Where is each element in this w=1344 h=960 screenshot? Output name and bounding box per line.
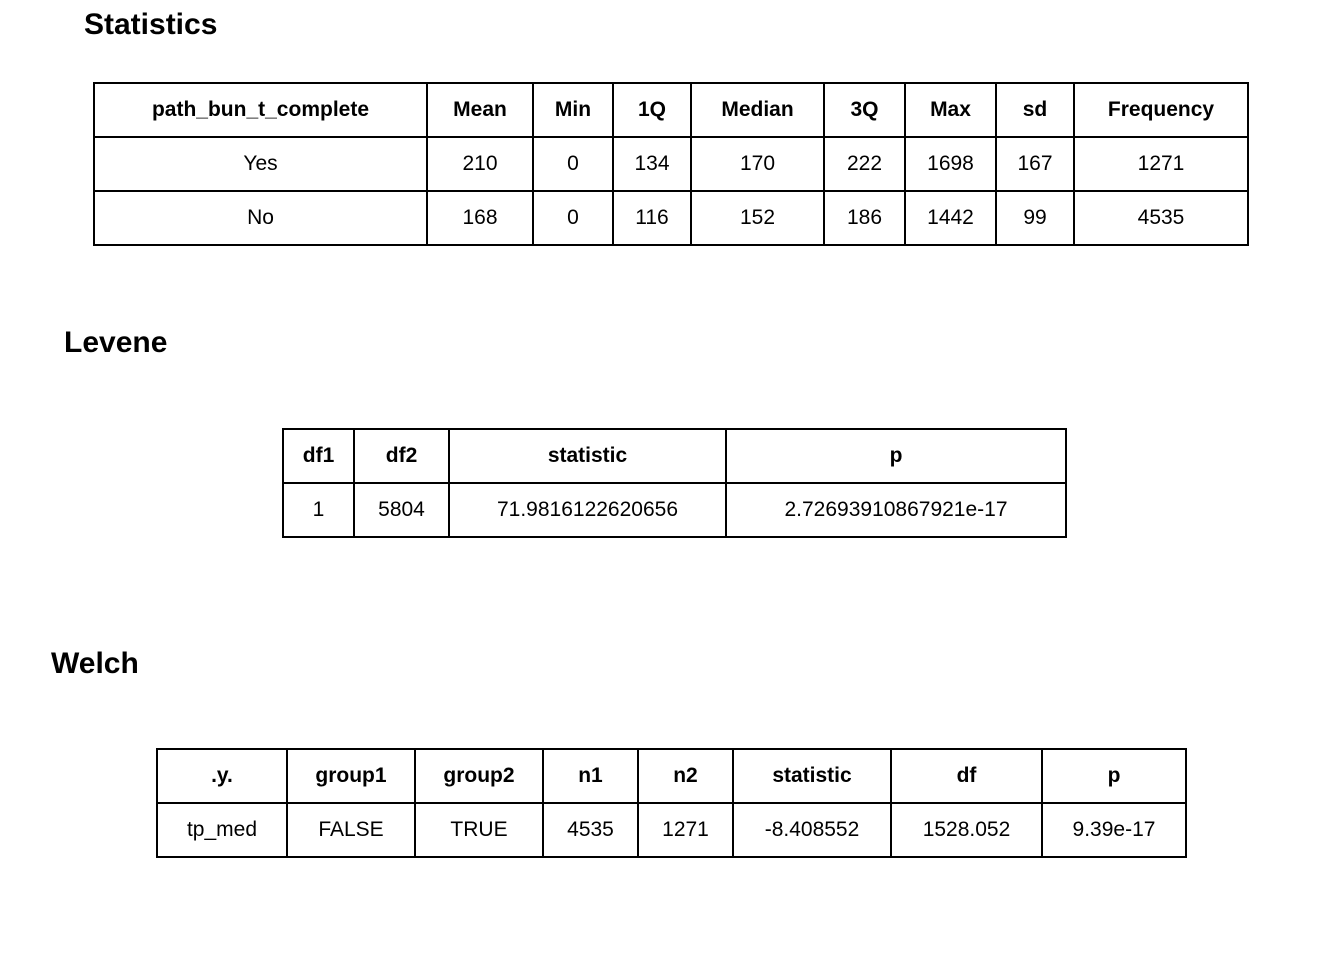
- column-header: Median: [691, 83, 824, 137]
- table-cell: 152: [691, 191, 824, 245]
- table-cell: 1698: [905, 137, 996, 191]
- column-header: statistic: [733, 749, 891, 803]
- table-cell: -8.408552: [733, 803, 891, 857]
- table-row: [94, 191, 1248, 245]
- table-cell: 1271: [638, 803, 733, 857]
- column-header: path_bun_t_complete: [94, 83, 427, 137]
- table-cell: 1271: [1074, 137, 1248, 191]
- table-cell: 9.39e-17: [1042, 803, 1186, 857]
- column-header: .y.: [157, 749, 287, 803]
- table-header-row: [283, 429, 1066, 483]
- table-cell: 1: [283, 483, 354, 537]
- column-header: statistic: [449, 429, 726, 483]
- table-cell: Yes: [94, 137, 427, 191]
- table-cell: 4535: [543, 803, 638, 857]
- column-header: 1Q: [613, 83, 691, 137]
- column-header: sd: [996, 83, 1074, 137]
- table-cell: 134: [613, 137, 691, 191]
- table-cell: 4535: [1074, 191, 1248, 245]
- column-header: p: [726, 429, 1066, 483]
- welch-heading: Welch: [51, 647, 139, 680]
- column-header: 3Q: [824, 83, 905, 137]
- table-cell: 168: [427, 191, 533, 245]
- table-cell: 222: [824, 137, 905, 191]
- table-cell: 1528.052: [891, 803, 1042, 857]
- welch-table: [156, 748, 1187, 858]
- column-header: df2: [354, 429, 449, 483]
- table-cell: tp_med: [157, 803, 287, 857]
- table-cell: 170: [691, 137, 824, 191]
- column-header: group2: [415, 749, 543, 803]
- table-cell: 0: [533, 137, 613, 191]
- table-cell: 167: [996, 137, 1074, 191]
- table-header-row: [94, 83, 1248, 137]
- column-header: df1: [283, 429, 354, 483]
- table-cell: 5804: [354, 483, 449, 537]
- table-header-row: [157, 749, 1186, 803]
- levene-table: [282, 428, 1067, 538]
- table-cell: 116: [613, 191, 691, 245]
- table-cell: No: [94, 191, 427, 245]
- column-header: group1: [287, 749, 415, 803]
- table-cell: 2.72693910867921e-17: [726, 483, 1066, 537]
- column-header: n2: [638, 749, 733, 803]
- table-row: [94, 137, 1248, 191]
- column-header: n1: [543, 749, 638, 803]
- table-cell: 0: [533, 191, 613, 245]
- table-row: [157, 803, 1186, 857]
- table-cell: FALSE: [287, 803, 415, 857]
- column-header: Max: [905, 83, 996, 137]
- column-header: Min: [533, 83, 613, 137]
- column-header: p: [1042, 749, 1186, 803]
- levene-heading: Levene: [64, 326, 168, 359]
- table-row: [283, 483, 1066, 537]
- statistics-heading: Statistics: [84, 8, 218, 41]
- table-cell: TRUE: [415, 803, 543, 857]
- statistics-table: [93, 82, 1249, 246]
- column-header: df: [891, 749, 1042, 803]
- table-cell: 99: [996, 191, 1074, 245]
- table-cell: 186: [824, 191, 905, 245]
- table-cell: 1442: [905, 191, 996, 245]
- table-cell: 210: [427, 137, 533, 191]
- table-cell: 71.9816122620656: [449, 483, 726, 537]
- column-header: Frequency: [1074, 83, 1248, 137]
- column-header: Mean: [427, 83, 533, 137]
